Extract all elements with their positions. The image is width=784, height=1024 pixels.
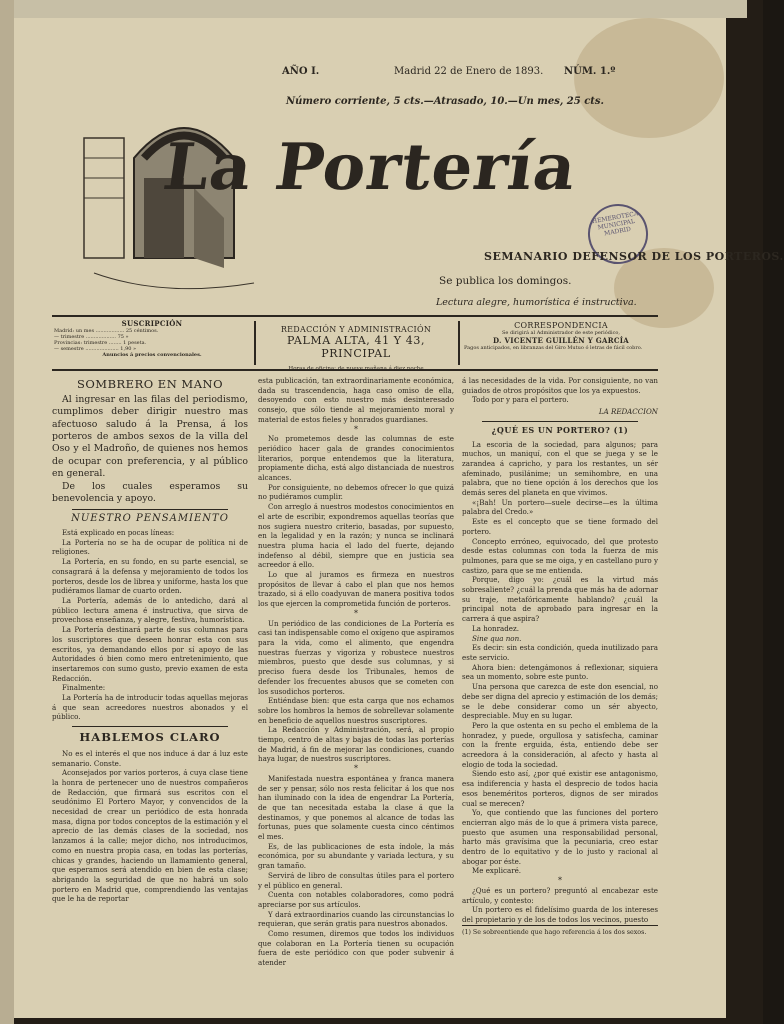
paragraph: á las necesidades de la vida. Por consiguiente, no van guiados de otros propósitos que los ya expuestos. <box>462 376 658 395</box>
paragraph: Está explicado en pocas líneas: <box>62 528 175 538</box>
divider <box>72 726 228 727</box>
paragraph: Finalmente: <box>62 683 106 693</box>
paragraph: Entiéndase bien: que esta carga que nos echamos sobre los hombros la hemos de sobrellevar solamente en beneficio de aquellos nuestros suscriptores. <box>258 696 454 725</box>
paragraph: Al ingresar en las filas del periodismo, cumplimos deber dirigir nuestro mas afectuoso saludo á la Prensa, á los porteros de ambos sexos de la villa del Oso y el Madroño, de quienes nos hemos de ocupar con preferencia, y al público en general. <box>52 393 248 480</box>
binding-edge <box>0 0 14 1024</box>
paragraph: Con arreglo á nuestros modestos conocimientos en el arte de escribir, expondremos aquellas teorías que nos sugiera nuestro criterio, basadas, por supuesto, en la legalidad y en la razón; y nunca se inclinará nuestra pluma hacia el lado del fuerte, dejando indefenso al débil, siempre que en justicia sea acreedor á ello. <box>258 502 454 570</box>
correspondence-title: CORRESPONDENCIA <box>514 321 608 330</box>
scan-top-edge <box>0 0 747 18</box>
signature: LA REDACCION <box>598 407 658 417</box>
paragraph: La Portería ha de introducir todas aquellas mejoras á que sean acreedores nuestros abonados y el público. <box>52 693 248 722</box>
year-label: AÑO I. <box>282 66 320 77</box>
divider <box>482 421 638 422</box>
correspondence-box <box>464 317 658 369</box>
subscription-box <box>54 317 250 369</box>
subscription-line: Madrid: un mes .................. 25 céntimos. <box>54 328 159 334</box>
paragraph: Yo, que contiendo que las funciones del portero encierran algo más de lo que á primera vista parece, puesto que asumen una responsabilidad personal, harto más gravísima que la pecuniaria, creo estar dentro de lo equitativo y de lo justo y racional al abogar por éste. <box>462 808 658 866</box>
divider <box>72 509 228 510</box>
paragraph: La Portería no se ha de ocupar de política ni de religiones. <box>52 537 248 557</box>
editorial-address: PALMA ALTA, 41 Y 43, PRINCIPAL <box>286 334 426 360</box>
paragraph: Una persona que carezca de este don esencial, no debe ser digna del aprecio y estimación de los demás; se le debe considerar como un sér abyecto, despreciable. Muy en su lugar. <box>462 682 658 721</box>
paragraph: Todo por y para el portero. <box>472 395 569 405</box>
paragraph: Es, de las publicaciones de esta índole, la más económica, por su abundante y variada lectura, y su gran tamaño. <box>258 841 454 871</box>
library-stamp: HEMEROTECA MUNICIPAL MADRID <box>583 199 653 269</box>
publication-schedule: Se publica los domingos. <box>439 275 572 287</box>
newspaper-page <box>14 18 784 1018</box>
separator-star: * <box>354 764 358 774</box>
paragraph: No prometemos desde las columnas de este periódico hacer gala de grandes conocimientos literarios, porque entendemos que la literatura, propiamente dicha, está algo distanciada de nuestros alcances. <box>258 434 454 483</box>
scan-right-edge <box>763 0 784 1024</box>
paragraph: Lo que al juramos es firmeza en nuestros propósitos de llevar á cabo el plan que nos hemos trazado, si á ello coadyuvan de manera positiva todos los que ejercen la comprometida función de porteros. <box>258 570 454 609</box>
divider <box>254 321 256 365</box>
paper-stain <box>574 18 724 138</box>
paragraph: Siendo esto así, ¿por qué existir ese antagonismo, esa indiferencia y hasta el desprecio de todos hacia esos beneméritos porteros, dignos de ser mirados cual se merecen? <box>462 769 658 808</box>
paragraph: Servirá de libro de consultas útiles para el portero y el público en general. <box>258 870 454 890</box>
info-bar <box>52 315 658 371</box>
paragraph: Un periódico de las condiciones de La Portería es casi tan indispensable como el oxígeno que aspiramos para la vida, como el alimento, que engendra nuestras fuerzas y vigoriza y robustece nuestros miembros, puesto que desde sus columnas, y si preciso fuera desde los Tribunales, hemos de defender los frecuentes abusos que se cometen con los susodichos porteros. <box>258 618 454 696</box>
column-2 <box>258 376 454 1001</box>
column-1 <box>52 376 248 1001</box>
paragraph: Manifestada nuestra espontánea y franca manera de ser y pensar, sólo nos resta felicitar á los que nos han iluminado con la idea de engendrar La Portería, de que tan necesitada estaba la clase á que la destinamos, y que ponemos al alcance de todas las fortunas, pues que solamente cuesta cinco céntimos el mes. <box>258 773 454 842</box>
office-hours: Horas de oficina: de nueve mañana á diez noche <box>288 366 424 372</box>
paragraph: Concepto erróneo, equivocado, del que protesto desde estas columnas con toda la fuerza de mis pulmones, para que se me oiga, y en castellano puro y castizo, para que se me entienda. <box>462 536 658 575</box>
separator-star: * <box>354 424 358 434</box>
paragraph: Este es el concepto que se tiene formado del portero. <box>462 517 658 536</box>
issue-number: NÚM. 1.º <box>564 66 616 77</box>
paragraph: Aconsejados por varios porteros, á cuya clase tiene la honra de pertenecer uno de nuestros compañeros de Redacción, que firmará sus escritos con el seudónimo El Portero Mayor, y convencidos de la necesidad de crear un periódico de esta honrada masa, digna por todos conceptos de la estimación y el aprecio de las demás clases de la sociedad, nos lanzamos á la calle; mejor dicho, nos introducimos, como en nuestra propia casa, en todas las porterías, chicas y grandes, haciendo un llamamiento general, que esperamos será atendido en bien de esta clase; abrigando la seguridad de que no habrá un solo portero en Madrid que, comprendiendo las ventajas que le ha de reportar <box>52 768 248 904</box>
paragraph: Sine qua non. <box>472 633 522 643</box>
paragraph: Ahora bien: detengámonos á reflexionar, siquiera sea un momento, sobre este punto. <box>462 662 658 682</box>
price-line: Número corriente, 5 cts.—Atrasado, 10.—Un mes, 25 cts. <box>286 96 605 107</box>
paragraph: ¿Qué es un portero? preguntó al encabezar este artículo, y contesto: <box>462 885 658 905</box>
paragraph: Me explicaré. <box>472 866 522 876</box>
paragraph: Porque, digo yo: ¿cuál es la virtud más sobresaliente? ¿cuál la prenda que más ha de adornar su traje, metafóricamente hablando? ¿cuál la principal nota de aprobado para ingresar en la carrera á que aspira? <box>462 575 658 624</box>
motto: Lectura alegre, humorística é instructiva. <box>436 297 637 308</box>
divider <box>458 321 460 365</box>
paragraph: La escoria de la sociedad, para algunos; para muchos, un maniquí, con el que se juega y se le zarandea á capricho, y para los restantes, un sér afeminado, pusilánime; un semihombre, en una palabra, que no tiene opción á los derechos que los demás seres del planeta en que vivimos. <box>462 439 658 498</box>
heading-que-es-un-portero: ¿QUÉ ES UN PORTERO? (1) <box>491 424 629 435</box>
paragraph: La Portería, además de lo antedicho, dará al público lectura amena é instructiva, que sirva de provechosa enseñanza, y alegre, festiva, humorística. <box>52 595 248 625</box>
paragraph: Por consiguiente, no debemos ofrecer lo que quizá no pudiéramos cumplir. <box>258 482 454 502</box>
column-3 <box>462 376 658 1001</box>
subscription-line: — semestre ..................... 1,90 » <box>54 346 137 352</box>
editorial-box <box>258 317 454 372</box>
editorial-title: REDACCIÓN Y ADMINISTRACIÓN <box>280 325 432 334</box>
tagline: SEMANARIO DEFENSOR DE LOS PORTEROS. <box>484 250 784 263</box>
paragraph: La honradez. <box>472 623 519 633</box>
paragraph: No es el interés el que nos induce á dar á luz este semanario. Conste. <box>52 748 248 768</box>
separator-star: * <box>354 608 358 618</box>
correspondence-line: Se dirigirá al Administrador de este periódico, <box>502 330 620 336</box>
paragraph: La Portería, en su fondo, en su parte esencial, se consagrará á la defensa y mejoramiento de todos los porteros, desde los de librea y uniforme, hasta los que pudiéramos llamar de cuarto orden. <box>52 557 248 596</box>
paragraph: La Portería destinará parte de sus columnas para los suscriptores que deseen honrar esta con sus escritos, ya demandando ellos por sí apoyo de las Autoridades ó bien como mero entretenimiento, que insertaremos con sumo gusto, previo examen de esta Redacción. <box>52 625 248 683</box>
paragraph: Y dará extraordinarios cuando las circunstancias lo requieran, que serán gratis para nuestros abonados. <box>258 909 454 929</box>
heading-sombrero-en-mano: SOMBRERO EN MANO <box>76 377 223 391</box>
paragraph: Cuenta con notables colaboradores, como podrá apreciarse por sus artículos. <box>258 890 454 909</box>
paragraph: «¡Bah! Un portero—suele decirse—es la última palabra del Credo.» <box>462 497 658 517</box>
correspondence-line: Pagos anticipados, en libranzas del Giro Mutuo ó letras de fácil cobro. <box>464 345 643 351</box>
paragraph: De los cuales esperamos su benevolencia y apoyo. <box>52 480 248 504</box>
administrator-name: D. VICENTE GUILLÉN Y GARCÍA <box>492 336 630 345</box>
subscription-title: SUSCRIPCIÓN <box>121 319 183 328</box>
separator-star: * <box>558 876 562 886</box>
paragraph: Un portero es el fidelísimo guarda de los intereses del propietario y de los de todos los vecinos, puesto <box>462 905 658 924</box>
masthead-title: La Portería <box>158 130 582 205</box>
subscription-line: — trimestre ................... 75 » <box>54 334 129 340</box>
heading-nuestro-pensamiento: NUESTRO PENSAMIENTO <box>71 513 229 525</box>
subscription-line: Provincias: trimestre ........ 1 peseta. <box>54 340 147 346</box>
paragraph: La Redacción y Administración, será, al propio tiempo, centro de altas y bajas de todas las porterías de Madrid, á fin de mejorar las condiciones, cuando haya lugar, de nuestros suscriptores. <box>258 725 454 764</box>
date-label: Madrid 22 de Enero de 1893. <box>394 66 544 77</box>
subscription-ads: Anuncios á precios convencionales. <box>102 352 202 358</box>
paragraph: Como resumen, diremos que todos los individuos que colaboran en La Portería tienen su ocupación fuera de este periódico con que poder subvenir á atender <box>258 929 454 968</box>
footnote: (1) Se sobreentiende que hago referencia á los dos sexos. <box>462 925 658 938</box>
paragraph: esta publicación, tan extraordinariamente económica, dada su trascendencia, haga caso omiso de ella, desoyendo con esto nuestro más desinteresado consejo, que sólo tiende al mejoramiento moral y material de estos fieles y honrados guardianes. <box>258 376 454 424</box>
paragraph: Es decir: sin esta condición, queda inutilizado para este servicio. <box>462 643 658 662</box>
paragraph: Pero la que ostenta en su pecho el emblema de la honradez, y puede, orgullosa y satisfecha, caminar con la frente erguida, ésta, entiendo debe ser acreedora á la consideración, al afecto y hasta al elogio de toda la sociedad. <box>462 720 658 769</box>
heading-hablemos-claro: HABLEMOS CLARO <box>79 730 221 745</box>
